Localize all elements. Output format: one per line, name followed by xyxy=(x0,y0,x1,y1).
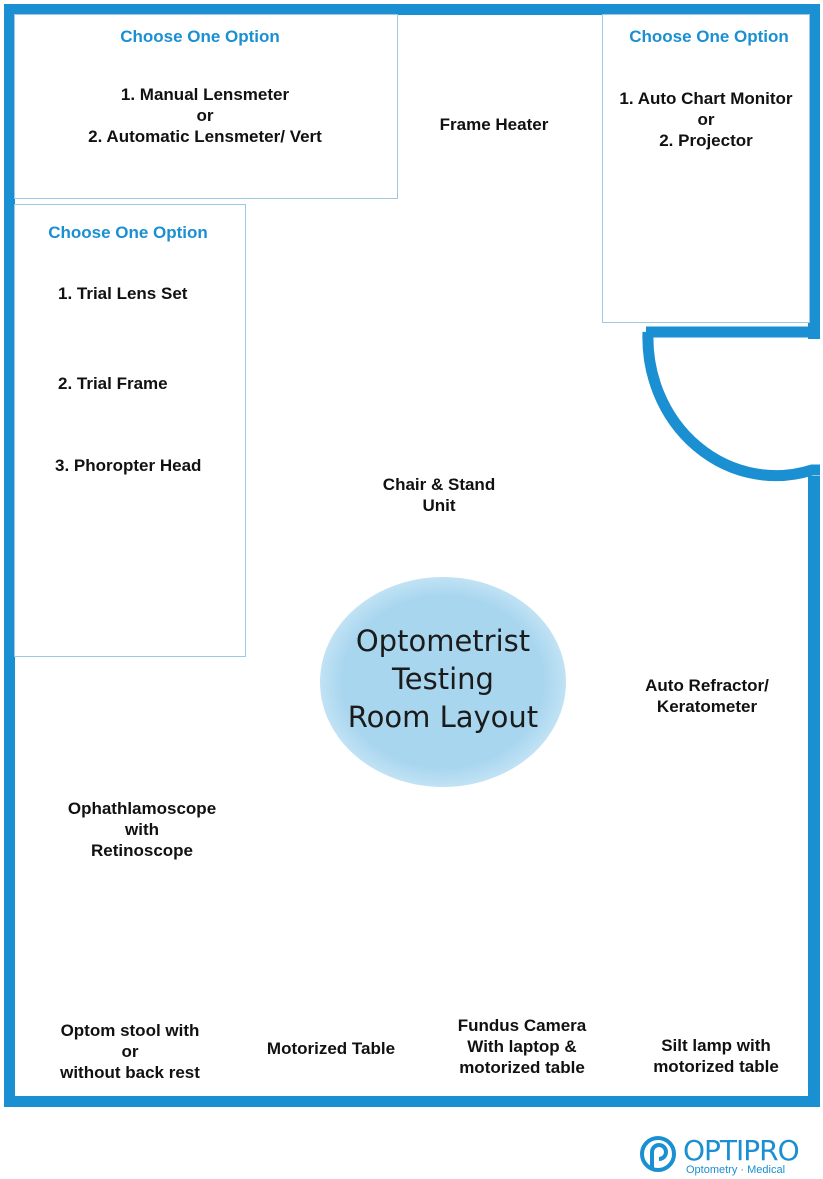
ophthalmoscope-label: Ophathlamoscope with Retinoscope xyxy=(67,799,217,860)
chair-stand-label: Chair & Stand Unit xyxy=(382,475,496,515)
trial-heading: Choose One Option xyxy=(48,223,208,242)
lensmeter-heading: Choose One Option xyxy=(120,27,280,46)
fundus-camera-label: Fundus Camera With laptop & motorized table xyxy=(457,1016,587,1077)
optipro-logo-icon xyxy=(638,1134,678,1176)
option-box-trial xyxy=(14,204,246,657)
door-arc xyxy=(648,332,820,476)
chart-or: or xyxy=(697,110,715,129)
motorized-table-label: Motorized Table xyxy=(266,1039,396,1058)
wall-bottom xyxy=(4,1096,820,1107)
trial-option-3: 3. Phoropter Head xyxy=(55,456,202,475)
frame-heater-label: Frame Heater xyxy=(439,115,549,134)
logo-name: OPTIPRO xyxy=(683,1134,799,1167)
lensmeter-option-2: 2. Automatic Lensmeter/ Vert xyxy=(88,127,322,146)
chart-option-1: 1. Auto Chart Monitor xyxy=(619,89,793,108)
slit-lamp-label: Silt lamp with motorized table xyxy=(653,1036,779,1076)
optom-stool-label: Optom stool with or without back rest xyxy=(60,1021,200,1082)
room-title: Optometrist Testing Room Layout xyxy=(347,624,539,734)
trial-option-1: 1. Trial Lens Set xyxy=(58,284,188,303)
trial-option-2: 2. Trial Frame xyxy=(58,374,168,393)
wall-right-lower xyxy=(808,476,820,1107)
door-swing xyxy=(636,326,823,486)
logo-tagline: Optometry · Medical xyxy=(686,1164,786,1176)
chart-heading: Choose One Option xyxy=(629,27,789,46)
lensmeter-or: or xyxy=(196,106,214,125)
lensmeter-option-1: 1. Manual Lensmeter xyxy=(120,85,290,104)
auto-refractor-label: Auto Refractor/ Keratometer xyxy=(645,676,769,716)
option-box-chart xyxy=(602,14,810,323)
chart-option-2: 2. Projector xyxy=(659,131,753,150)
